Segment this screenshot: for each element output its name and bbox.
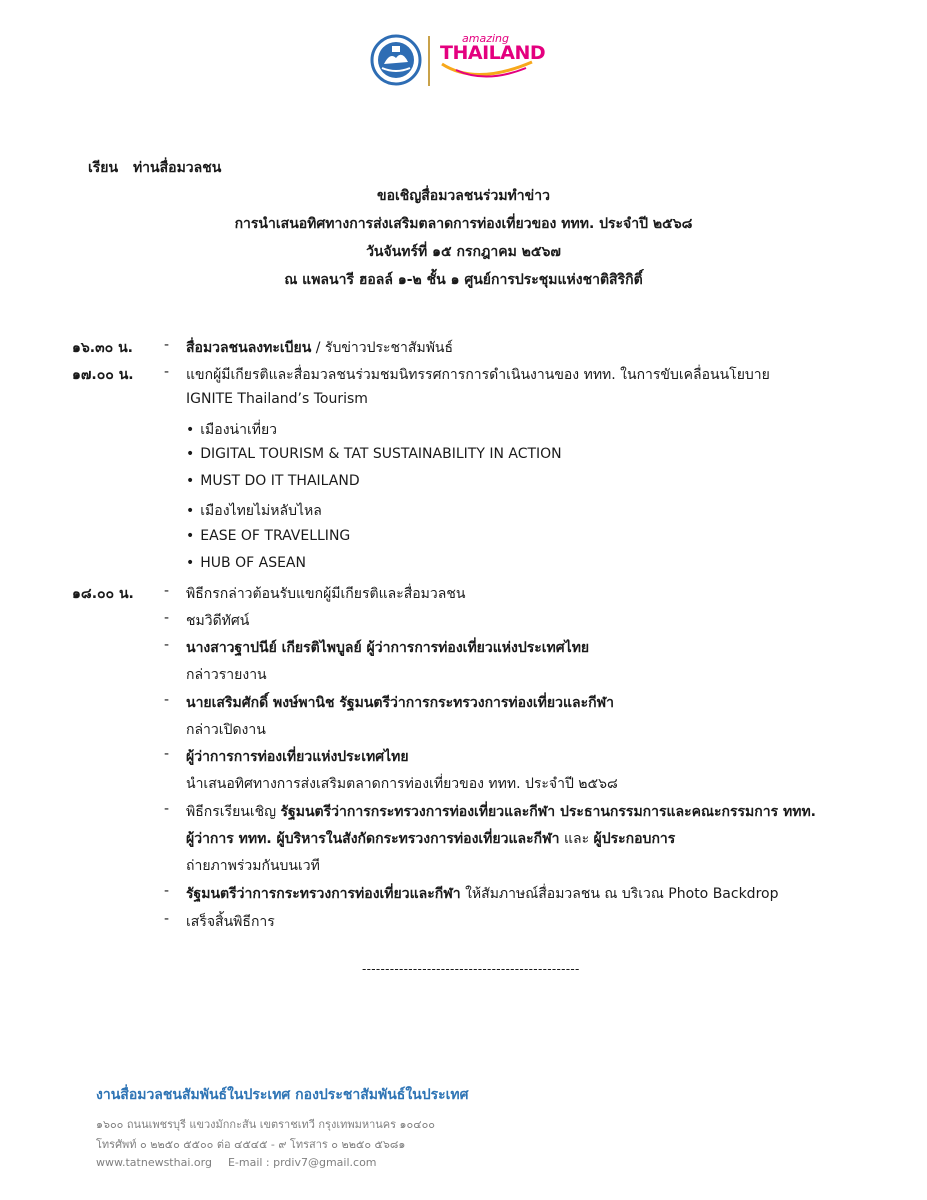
- registration-rest: / รับข่าวประชาสัมพันธ์: [311, 340, 454, 356]
- divider-line: -----------------------------------------------: [362, 962, 580, 976]
- photo-invite-prefix: พิธีกรเรียนเชิญ: [186, 804, 281, 820]
- photo-invite-executives: ผู้ว่าการ ททท. ผู้บริหารในสังกัดกระทรวงการท่องเที่ยวและกีฬา: [186, 831, 560, 847]
- salutation-recipient: ท่านสื่อมวลชน: [132, 160, 222, 176]
- interview-bold: รัฐมนตรีว่าการกระทรวงการท่องเที่ยวและกีฬา: [186, 886, 461, 902]
- minister-item: นายเสริมศักดิ์ พงษ์พานิช รัฐมนตรีว่าการกระทรวงการท่องเที่ยวและกีฬา: [186, 695, 615, 711]
- governor-item: นางสาวฐาปนีย์ เกียรติไพบูลย์ ผู้ว่าการการท่องเที่ยวแห่งประเทศไทย: [186, 640, 590, 656]
- schedule-dash: -: [164, 337, 170, 353]
- title-line-1: ขอเชิญสื่อมวลชนร่วมทำข่าว: [377, 188, 550, 204]
- salutation-prefix: เรียน: [88, 160, 119, 176]
- footer-title: งานสื่อมวลชนสัมพันธ์ในประเทศ กองประชาสัมพันธ์ในประเทศ: [96, 1087, 469, 1103]
- photo-invite-line-2: [186, 828, 675, 850]
- video-item: ชมวิดีทัศน์: [186, 613, 250, 629]
- photo-invite-guests: รัฐมนตรีว่าการกระทรวงการท่องเที่ยวและกีฬา ประธานกรรมการและคณะกรรมการ ททท.: [280, 804, 817, 820]
- interview-rest: ให้สัมภาษณ์สื่อมวลชน ณ บริเวณ Photo Backdrop: [460, 886, 779, 902]
- footer-phone: โทรศัพท์ ๐ ๒๒๕๐ ๕๕๐๐ ต่อ ๔๕๔๕ - ๙ โทรสาร ๐ ๒๒๕๐ ๕๖๘๑: [96, 1138, 406, 1151]
- schedule-time-2: ๑๗.๐๐ น.: [72, 367, 134, 383]
- footer-address: ๑๖๐๐ ถนนเพชรบุรี แขวงมักกะสัน เขตราชเทวี กรุงเทพมหานคร ๑๐๔๐๐: [96, 1118, 435, 1131]
- exhibition-line-2: IGNITE Thailand’s Tourism: [186, 391, 368, 407]
- schedule-dash: -: [164, 801, 170, 817]
- bullet-item: • HUB OF ASEAN: [186, 555, 306, 571]
- footer-email[interactable]: E-mail : prdiv7@gmail.com: [227, 1156, 377, 1169]
- schedule-time-1: ๑๖.๓๐ น.: [72, 340, 133, 356]
- schedule-dash: -: [164, 637, 170, 653]
- photo-invite-operators: ผู้ประกอบการ: [593, 831, 676, 847]
- brand-large-text: THAILAND: [440, 42, 546, 64]
- minister-sub: กล่าวเปิดงาน: [186, 722, 266, 738]
- closing-item: เสร็จสิ้นพิธีการ: [186, 914, 275, 930]
- title-line-3: วันจันทร์ที่ ๑๕ กรกฎาคม ๒๕๖๗: [366, 244, 561, 260]
- interview-item: [186, 883, 778, 905]
- welcome-item: พิธีกรกล่าวต้อนรับแขกผู้มีเกียรติและสื่อมวลชน: [186, 586, 466, 602]
- governor-sub: กล่าวรายงาน: [186, 667, 267, 683]
- footer-contact: [96, 1156, 377, 1169]
- presentation-item: ผู้ว่าการการท่องเที่ยวแห่งประเทศไทย: [186, 749, 409, 765]
- schedule-dash: -: [164, 911, 170, 927]
- schedule-item-registration: [186, 337, 453, 359]
- photo-sub: ถ่ายภาพร่วมกันบนเวที: [186, 858, 320, 874]
- title-line-4: ณ แพลนารี ฮอลล์ ๑-๒ ชั้น ๑ ศูนย์การประชุมแห่งชาติสิริกิติ์: [284, 272, 643, 288]
- schedule-time-3: ๑๘.๐๐ น.: [72, 586, 134, 602]
- brand-small-text: amazing: [462, 32, 509, 45]
- photo-invite-line-1: [186, 801, 816, 823]
- bullet-item: • เมืองน่าเที่ยว: [186, 419, 277, 441]
- tat-seal-icon: [370, 34, 422, 86]
- salutation: [88, 157, 221, 179]
- presentation-sub: นำเสนอทิศทางการส่งเสริมตลาดการท่องเที่ยวของ ททท. ประจำปี ๒๕๖๘: [186, 776, 618, 792]
- schedule-dash: -: [164, 364, 170, 380]
- photo-invite-and: และ: [559, 831, 594, 847]
- schedule-dash: -: [164, 583, 170, 599]
- bullet-item: • EASE OF TRAVELLING: [186, 528, 350, 544]
- registration-bold: สื่อมวลชนลงทะเบียน: [186, 340, 312, 356]
- footer-website[interactable]: www.tatnewsthai.org: [96, 1156, 212, 1169]
- bullet-item: • DIGITAL TOURISM & TAT SUSTAINABILITY IN ACTION: [186, 446, 562, 462]
- schedule-dash: -: [164, 692, 170, 708]
- amazing-thailand-logo: [436, 32, 546, 90]
- bullet-item: • MUST DO IT THAILAND: [186, 473, 360, 489]
- schedule-dash: -: [164, 883, 170, 899]
- exhibition-line-1: แขกผู้มีเกียรติและสื่อมวลชนร่วมชมนิทรรศการการดำเนินงานของ ททท. ในการขับเคลื่อนนโยบาย: [186, 367, 770, 383]
- logo-separator: [428, 36, 430, 86]
- schedule-dash: -: [164, 610, 170, 626]
- bullet-item: • เมืองไทยไม่หลับไหล: [186, 500, 322, 522]
- schedule-dash: -: [164, 746, 170, 762]
- title-line-2: การนำเสนอทิศทางการส่งเสริมตลาดการท่องเที่ยวของ ททท. ประจำปี ๒๕๖๘: [234, 216, 693, 232]
- brand-swoosh-icon: [436, 60, 536, 86]
- header-logo: [368, 30, 546, 92]
